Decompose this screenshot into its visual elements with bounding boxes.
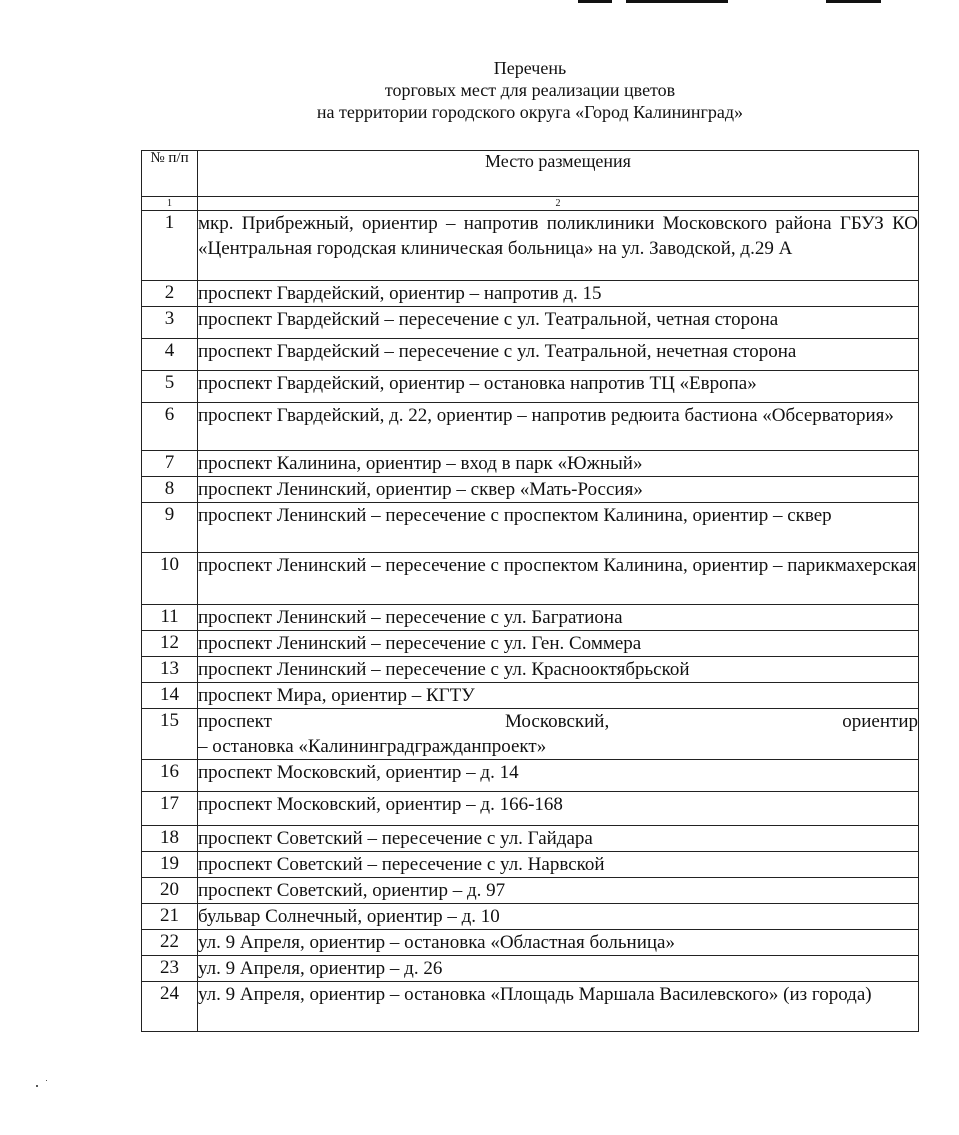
row-place: проспект Советский – пересечение с ул. Нарвской [198,852,919,878]
scan-speck [36,1085,38,1087]
scan-speck [46,1080,47,1081]
row-number: 20 [142,878,198,904]
row-number: 4 [142,339,198,371]
row-place: проспект Советский – пересечение с ул. Гайдара [198,826,919,852]
row-place: проспект Гвардейский, д. 22, ориентир – напротив редюита бастиона «Обсерватория» [198,403,919,451]
table-row [142,371,919,403]
column-header-place: Место размещения [198,151,919,197]
row-number: 3 [142,307,198,339]
table-row [142,553,919,605]
row-number: 16 [142,760,198,792]
row-place: проспект Гвардейский – пересечение с ул. Театральной, четная сторона [198,307,919,339]
column-header-number: № п/п [142,151,198,197]
column-index-row [142,197,919,211]
row-place: проспект Ленинский – пересечение с ул. Краснооктябрьской [198,657,919,683]
row-number: 9 [142,503,198,553]
row-number: 14 [142,683,198,709]
row-place: проспект Ленинский – пересечение с ул. Ген. Соммера [198,631,919,657]
row-number: 12 [142,631,198,657]
row-number: 22 [142,930,198,956]
column-index-cell: 2 [198,197,919,211]
row-number: 1 [142,211,198,281]
row-number: 23 [142,956,198,982]
row-place: мкр. Прибрежный, ориентир – напротив поликлиники Московского района ГБУЗ КО «Центральная городская клиническая больница» на ул. Заводской, д.29 А [198,211,919,281]
row-place: проспект Московский, ориентир – д. 14 [198,760,919,792]
row-number: 5 [142,371,198,403]
table-row [142,605,919,631]
row-number: 21 [142,904,198,930]
row-number: 18 [142,826,198,852]
row-number: 15 [142,709,198,760]
row-place: бульвар Солнечный, ориентир – д. 10 [198,904,919,930]
row-number: 2 [142,281,198,307]
table-row [142,760,919,792]
scan-mark [578,0,612,3]
title-line-2: торговых мест для реализации цветов [384,80,676,100]
table-row [142,503,919,553]
row-place: проспект Ленинский – пересечение с ул. Багратиона [198,605,919,631]
row-place: проспект Ленинский, ориентир – сквер «Мать-Россия» [198,477,919,503]
table-row [142,792,919,826]
document-title [140,57,920,123]
row-place: проспект Ленинский – пересечение с проспектом Калинина, ориентир – сквер [198,503,919,553]
table-row [142,904,919,930]
table-row [142,403,919,451]
table-row [142,657,919,683]
row-place: проспект Мира, ориентир – КГТУ [198,683,919,709]
table-row [142,852,919,878]
row-place: ул. 9 Апреля, ориентир – д. 26 [198,956,919,982]
row-place: проспект Ленинский – пересечение с проспектом Калинина, ориентир – парикмахерская [198,553,919,605]
table-row [142,709,919,760]
row-place: проспект Гвардейский – пересечение с ул. Театральной, нечетная сторона [198,339,919,371]
row-number: 7 [142,451,198,477]
row-number: 8 [142,477,198,503]
scan-mark [626,0,728,3]
row-place: проспект Московский, ориентир – д. 166-168 [198,792,919,826]
table-row [142,307,919,339]
row-number: 17 [142,792,198,826]
table-row [142,339,919,371]
row-place: проспект Гвардейский, ориентир – остановка напротив ТЦ «Европа» [198,371,919,403]
row-place: проспект Гвардейский, ориентир – напротив д. 15 [198,281,919,307]
title-line-1: Перечень [493,58,567,78]
row-number: 6 [142,403,198,451]
row-number: 11 [142,605,198,631]
table-row [142,982,919,1032]
table-row [142,956,919,982]
table-row [142,826,919,852]
table-row [142,477,919,503]
column-index-cell: 1 [142,197,198,211]
row-place: ул. 9 Апреля, ориентир – остановка «Площадь Маршала Василевского» (из города) [198,982,919,1032]
row-number: 19 [142,852,198,878]
row-place: проспект Калинина, ориентир – вход в парк «Южный» [198,451,919,477]
table-row [142,631,919,657]
table-row [142,878,919,904]
row-place: ул. 9 Апреля, ориентир – остановка «Областная больница» [198,930,919,956]
row-number: 24 [142,982,198,1032]
table-row [142,930,919,956]
table-row [142,683,919,709]
places-table [141,150,919,1032]
row-number: 13 [142,657,198,683]
row-place: проспект Советский, ориентир – д. 97 [198,878,919,904]
scan-mark [826,0,881,3]
table-row [142,211,919,281]
table-row [142,451,919,477]
row-number: 10 [142,553,198,605]
table-header-row [142,151,919,197]
table-row [142,281,919,307]
title-line-3: на территории городского округа «Город Калининград» [316,102,744,122]
row-place: проспект Московский, ориентир – остановка «Калининградгражданпроект» [198,709,919,760]
